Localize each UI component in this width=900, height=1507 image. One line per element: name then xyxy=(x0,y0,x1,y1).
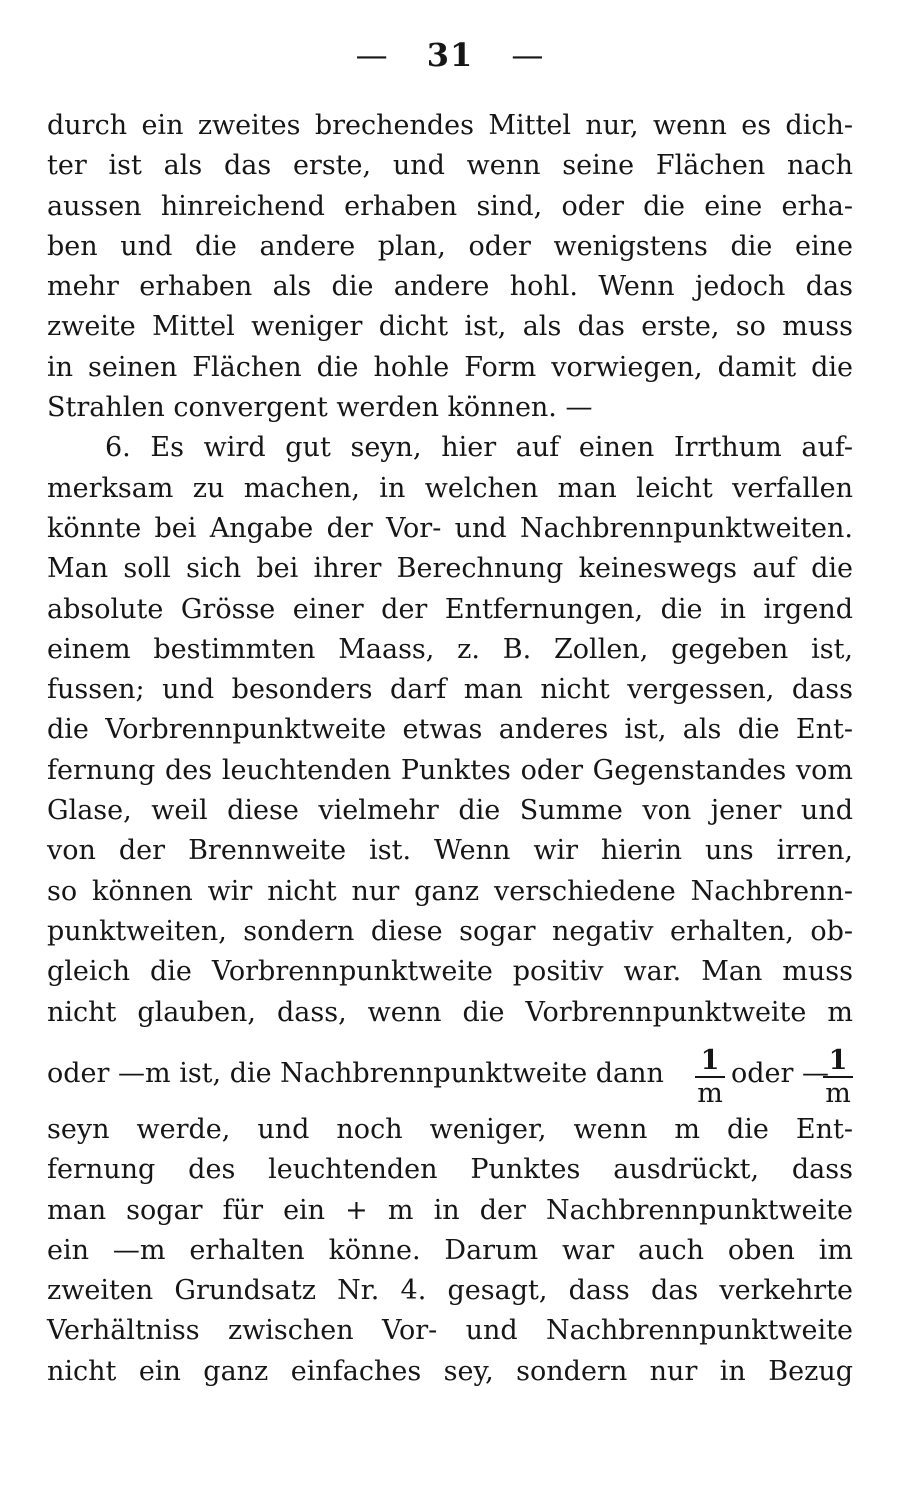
text-line: zweite Mittel weniger dicht ist, als das erste, so muss xyxy=(47,311,853,343)
fraction-one-over-m-negative xyxy=(823,1046,853,1110)
text-line: ter ist als das erste, und wenn seine Flächen nach xyxy=(47,150,853,182)
text-line: aussen hinreichend erhaben sind, oder die eine erha- xyxy=(47,190,853,222)
body-text-upper xyxy=(47,106,853,1033)
text-line: fernung des leuchtenden Punktes ausdrückt, dass xyxy=(47,1154,853,1186)
text-line: Verhältniss zwischen Vor- und Nachbrennpunktweite xyxy=(47,1315,853,1347)
fraction-numerator: 1 xyxy=(823,1046,853,1078)
text-line: mehr erhaben als die andere hohl. Wenn jedoch das xyxy=(47,271,853,303)
text-line: fussen; und besonders darf man nicht vergessen, dass xyxy=(47,674,853,706)
fraction-line-lead: oder —m ist, die Nachbrennpunktweite dann xyxy=(47,1058,664,1089)
text-line: ein —m erhalten könne. Darum war auch oben im xyxy=(47,1234,853,1266)
text-line: von der Brennweite ist. Wenn wir hierin uns irren, xyxy=(47,835,853,867)
text-line: könnte bei Angabe der Vor- und Nachbrennpunktweiten. xyxy=(47,512,853,544)
text-line: so können wir nicht nur ganz verschiedene Nachbrenn- xyxy=(47,875,853,907)
text-line: nicht ein ganz einfaches sey, sondern nur in Bezug xyxy=(47,1355,853,1387)
fraction-denominator: m xyxy=(825,1078,851,1109)
text-line: merksam zu machen, in welchen man leicht verfallen xyxy=(47,472,853,504)
fraction-denominator: m xyxy=(697,1078,723,1109)
fraction-one-over-m xyxy=(695,1046,725,1110)
fraction-line xyxy=(47,1036,853,1116)
header-dash-left: — xyxy=(355,36,389,74)
text-line: durch ein zweites brechendes Mittel nur, wenn es dich- xyxy=(47,110,853,141)
body-text-lower xyxy=(47,1110,853,1392)
text-line: seyn werde, und noch weniger, wenn m die Ent- xyxy=(47,1114,853,1145)
fraction-numerator: 1 xyxy=(695,1046,725,1078)
text-line: fernung des leuchtenden Punktes oder Gegenstandes vom xyxy=(47,754,853,786)
text-line: Man soll sich bei ihrer Berechnung keineswegs auf die xyxy=(47,553,853,585)
text-line: 6. Es wird gut seyn, hier auf einen Irrthum auf- xyxy=(105,432,853,464)
text-line: absolute Grösse einer der Entfernungen, die in irgend xyxy=(47,593,853,625)
fraction-line-mid: oder — xyxy=(731,1058,830,1089)
header-dash-right: — xyxy=(511,36,545,74)
text-line: zweiten Grundsatz Nr. 4. gesagt, dass das verkehrte xyxy=(47,1275,853,1307)
text-line: in seinen Flächen die hohle Form vorwiegen, damit die xyxy=(47,351,853,383)
text-line: Strahlen convergent werden können. — xyxy=(47,392,593,424)
text-line: nicht glauben, dass, wenn die Vorbrennpunktweite m xyxy=(47,996,853,1028)
page-header xyxy=(0,36,900,74)
text-line: einem bestimmten Maass, z. B. Zollen, gegeben ist, xyxy=(47,633,853,665)
text-line: punktweiten, sondern diese sogar negativ erhalten, ob- xyxy=(47,915,853,947)
text-line: Glase, weil diese vielmehr die Summe von jener und xyxy=(47,795,853,827)
text-line: gleich die Vorbrennpunktweite positiv war. Man muss xyxy=(47,956,853,988)
text-line: ben und die andere plan, oder wenigstens die eine xyxy=(47,230,853,262)
text-line: die Vorbrennpunktweite etwas anderes ist, als die Ent- xyxy=(47,714,853,746)
text-line: man sogar für ein + m in der Nachbrennpunktweite xyxy=(47,1194,853,1226)
page-number: 31 xyxy=(426,36,474,74)
